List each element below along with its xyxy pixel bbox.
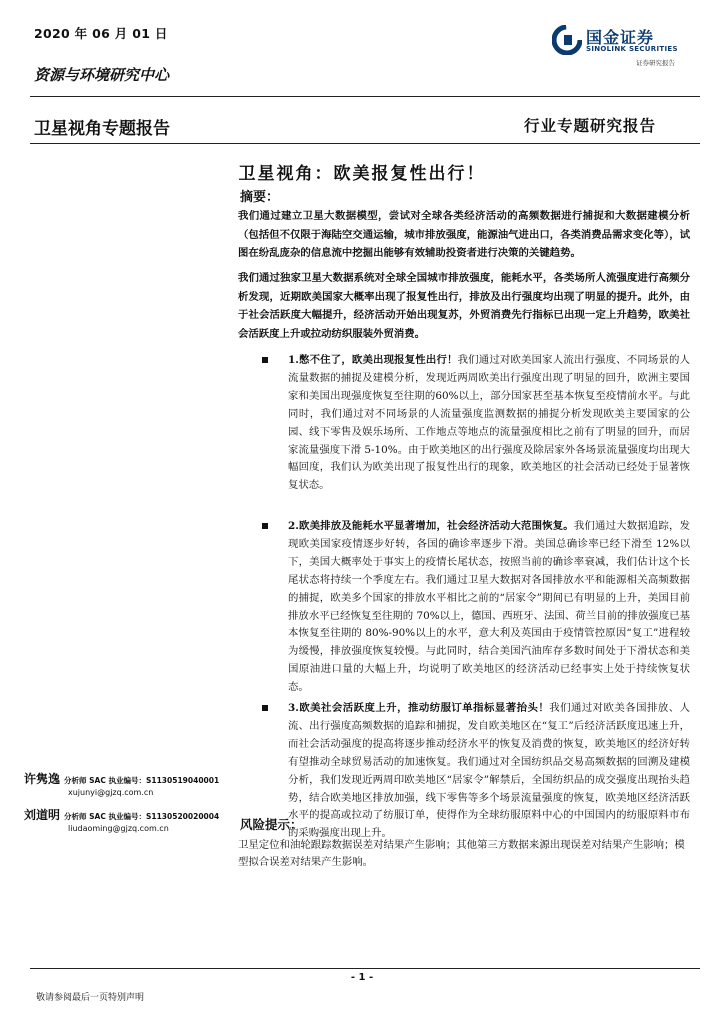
- analyst-license: 分析师 SAC 执业编号：S1130520020004: [64, 812, 220, 821]
- logo-tagline: 证券研究报告: [636, 59, 675, 67]
- analyst-email[interactable]: xujunyi@gjzq.com.cn: [68, 788, 154, 797]
- finding-heading: 3.欧美社会活跃度上升，推动纺服订单指标显著抬头！: [288, 702, 550, 714]
- finding-item: [262, 700, 690, 843]
- summary-paragraph: 我们通过独家卫星大数据系统对全球全国城市排放强度，能耗水平，各类场所人流强度进行高频分析发现，近期欧美国家大概率出现了报复性出行，排放及出行强度均出现了明显的提升。此外，由于社会活跃度大幅提升，经济活动开始出现复苏，外贸消费先行指标已出现一定上升趋势，欧美社会活跃度上升或拉动纺织服装外贸消费。: [238, 272, 690, 340]
- finding-body: 我们通过对欧美国家人流出行强度、不同场景的人流量数据的捕捉及建模分析，发现近两周欧美出行强度出现了明显的回升，欧洲主要国家和美国出现强度恢复至往期的60%以上，部分国家甚至基本恢复至疫情前水平。与此同时，我们通过对不同场景的人流量强度监测数据的捕捉分析发现欧美主要国家的公园、线下零售及娱乐场所、工作地点等地点的流量强度相比之前有了明显的回升，而居家流量强度下滑 5-10%。由于欧美地区的出行强度及除居家外各场景流量强度均出现大幅回度，我们认为欧美出现了报复性出行的现象，欧美地区的社会活动已经处于显著恢复状态。: [288, 354, 690, 492]
- analyst-block: [24, 770, 219, 797]
- risk-text: 卫星定位和油轮跟踪数据误差对结果产生影响；其他第三方数据来源出现误差对结果产生影响；模型拟合误差对结果产生影响。: [238, 839, 685, 868]
- sinolink-logo: [552, 25, 692, 67]
- logo-english-name: SINOLINK SECURITIES: [586, 45, 678, 53]
- risk-label: 风险提示：: [240, 817, 303, 832]
- report-title: 卫星视角：欧美报复性出行！: [238, 164, 486, 184]
- findings-list: [262, 518, 690, 697]
- analyst-email[interactable]: liudaoming@gjzq.com.cn: [68, 824, 169, 833]
- finding-body: 我们通过对欧美各国排放、人流、出行强度高频数据的追踪和捕捉，发自欧美地区在“复工”后经济活跃度迅速上升，而社会活动强度的提高将逐步推动经济水平的恢复及消费的恢复，欧美地区的经济好转有望推动全球贸易活动的加速恢复。我们通过对全国纺织品交易高频数据的回溯及建模分析，我们发现近两周印欧美地区“居家令”解禁后，全国纺织品的成交强度出现抬头趋势，结合欧美地区排放加强，线下零售等多个场景流量强度的恢复，欧美地区经济活跃水平的提高或拉动了纺服订单，使得作为全球纺服原料中心的中国国内的纺服原料市布的采购强度出现上升。: [288, 702, 690, 840]
- report-series: 卫星视角专题报告: [34, 119, 170, 139]
- summary-paragraph: 我们通过建立卫星大数据模型，尝试对全球各类经济活动的高频数据进行捕捉和大数据建模分析（包括但不仅限于海陆空交通运输，城市排放强度，能源油气进出口，各类消费品需求变化等），试图在纷乱庞杂的信息流中挖掘出能够有效辅助投资者进行决策的关键趋势。: [238, 210, 690, 259]
- analyst-block: [24, 806, 219, 833]
- finding-body: 我们通过大数据追踪，发现欧美国家疫情逐步好转，各国的确诊率逐步下滑。美国总确诊率已经下滑至 12%以下，美国大概率处于事实上的疫情长尾状态，按照当前的确诊率衰减，我们估计这个长尾状态将持续一个季度左右。我们通过卫星大数据对各国排放水平和能源相关高频数据的捕捉，欧美多个国家的排放水平相比之前的“居家令”期间已有明显的上升，美国目前排放水平已经恢复至往期的 70%以上，德国、西班牙、法国、荷兰目前的排放强度已基本恢复至往期的 80%-90%以上的水平，意大利及英国由于疫情管控原因“复工”进程较为缓慢，排放强度恢复较慢。与此同时，结合美国汽油库存多数时间处于下滑状态和美国原油进口量的大幅上升，均说明了欧美地区的经济活动已经事实上处于持续恢复状态。: [288, 520, 690, 694]
- footer-disclaimer: 敬请参阅最后一页特别声明: [36, 993, 145, 1003]
- page-number: - 1 -: [350, 972, 374, 983]
- findings-list: [262, 700, 690, 843]
- header-divider-bottom: [30, 143, 700, 144]
- analyst-license: 分析师 SAC 执业编号：S1130519040001: [64, 776, 220, 785]
- findings-list: [262, 352, 690, 495]
- report-type: 行业专题研究报告: [524, 116, 657, 135]
- footer-divider: [30, 968, 700, 969]
- bullet-square-icon: [262, 523, 268, 529]
- bullet-square-icon: [262, 357, 268, 363]
- sinolink-logo-icon: [552, 25, 582, 55]
- finding-item: [262, 518, 690, 697]
- analyst-name: 刘道明: [24, 808, 61, 822]
- analyst-name: 许隽逸: [24, 772, 61, 786]
- abstract-label: 摘要：: [240, 190, 280, 205]
- finding-heading: 2.欧美排放及能耗水平显著增加，社会经济活动大范围恢复。: [288, 520, 574, 532]
- logo-chinese-name: 国金证券: [586, 28, 655, 47]
- report-date: 2020 年 06 月 01 日: [34, 26, 168, 41]
- bullet-square-icon: [262, 705, 268, 711]
- finding-heading: 1.憋不住了，欧美出现报复性出行！: [288, 354, 458, 366]
- header-divider-top: [30, 96, 700, 97]
- research-department: 资源与环境研究中心: [34, 66, 170, 84]
- finding-item: [262, 352, 690, 495]
